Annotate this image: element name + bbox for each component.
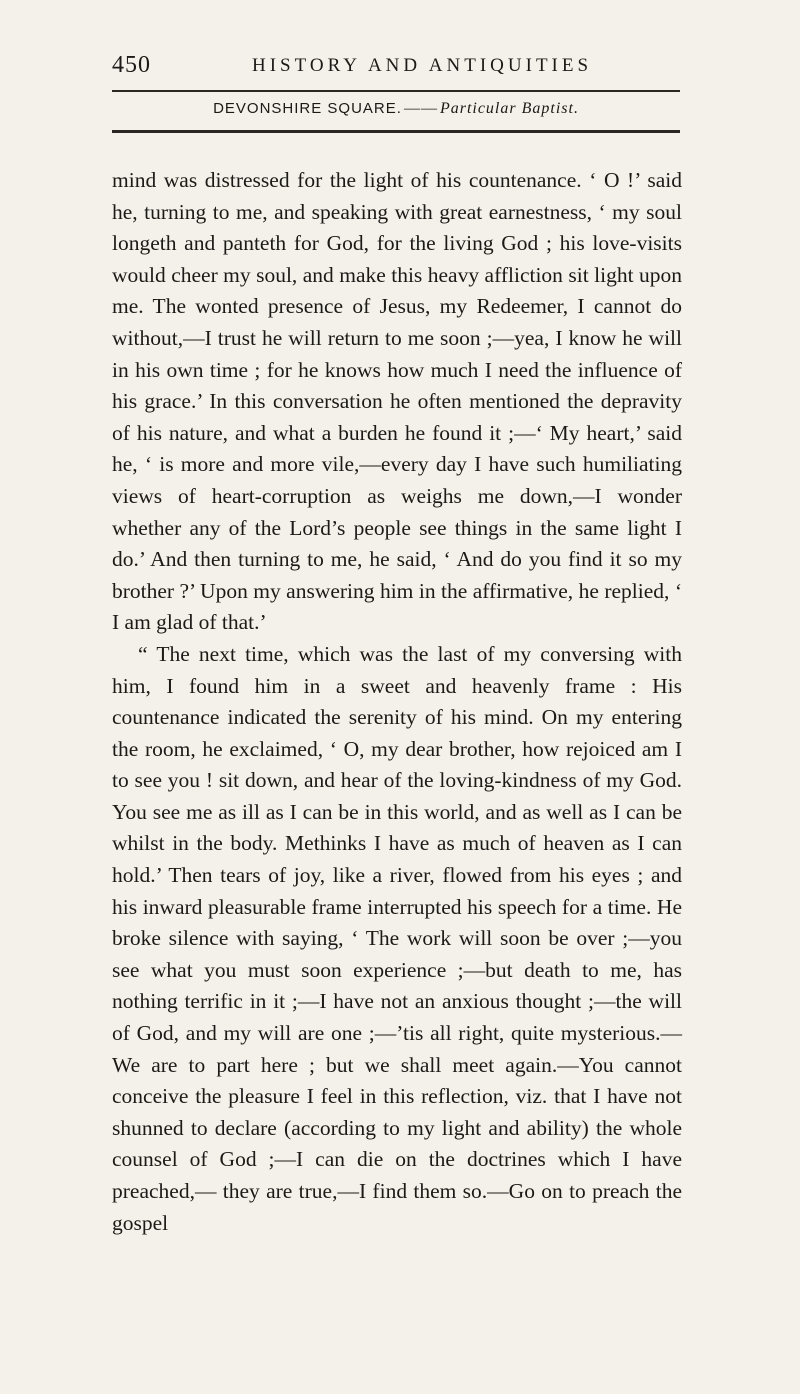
paragraph-1: mind was distressed for the light of his countenance. ‘ O !’ said he, turning to me, and speaking with great earnestness, ‘ my soul longeth and panteth for God, for the living God ; his love-visits would cheer my soul, and make this heavy affliction sit light upon me. The wonted presence of Jesus, my Redeemer, I cannot do without,—I trust he will return to me soon ;—yea, I know he will in his own time ; for he knows how much I need the influence of his grace.’ In this conversation he often mentioned the depravity of his nature, and what a burden he found it ;—‘ My heart,’ said he, ‘ is more and more vile,—every day I have such humiliating views of heart-corruption as weighs me down,—I wonder whether any of the Lord’s people see things in the same light I do.’ And then turning to me, he said, ‘ And do you find it so my brother ?’ Upon my answering him in the affirmative, he replied, ‘ I am glad of that.’ bbox=[112, 168, 682, 635]
subhead-place: DEVONSHIRE SQUARE. bbox=[213, 100, 402, 117]
subhead-denomination: Particular Baptist. bbox=[439, 100, 579, 117]
paragraph-2: “ The next time, which was the last of my conversing with him, I found him in a sweet and heavenly frame : His countenance indicated the serenity of his mind. On my entering the room, he exclaimed, ‘ O, my dear brother, how rejoiced am I to see you ! sit down, and hear of the loving-kindness of my God. You see me as ill as I can be in this world, and as well as I can be whilst in the body. Methinks I have as much of heaven as I can hold.’ Then tears of joy, like a river, flowed from his eyes ; and his inward pleasurable frame interrupted his speech for a time. He broke silence with saying, ‘ The work will soon be over ;—you see what you must soon experience ;—but death to me, has nothing terrific in it ;—I have not an anxious thought ;—the will of God, and my will are one ;—’tis all right, quite mysterious.—We are to part here ; but we shall meet again.—You cannot conceive the pleasure I feel in this reflection, viz. that I have not shunned to declare (according to my light and ability) the whole counsel of God ;—I can die on the doctrines which I have preached,— they are true,—I find them so.—Go on to preach the gospel bbox=[112, 641, 682, 1235]
page-number: 450 bbox=[112, 52, 151, 78]
header-rule-bottom bbox=[112, 130, 680, 133]
running-title: HISTORY AND ANTIQUITIES bbox=[252, 55, 593, 76]
running-head bbox=[112, 52, 682, 82]
body-text bbox=[112, 165, 682, 1239]
subhead-separator: —— bbox=[403, 100, 438, 117]
header-rule-top bbox=[112, 90, 680, 92]
section-subhead bbox=[112, 100, 680, 118]
